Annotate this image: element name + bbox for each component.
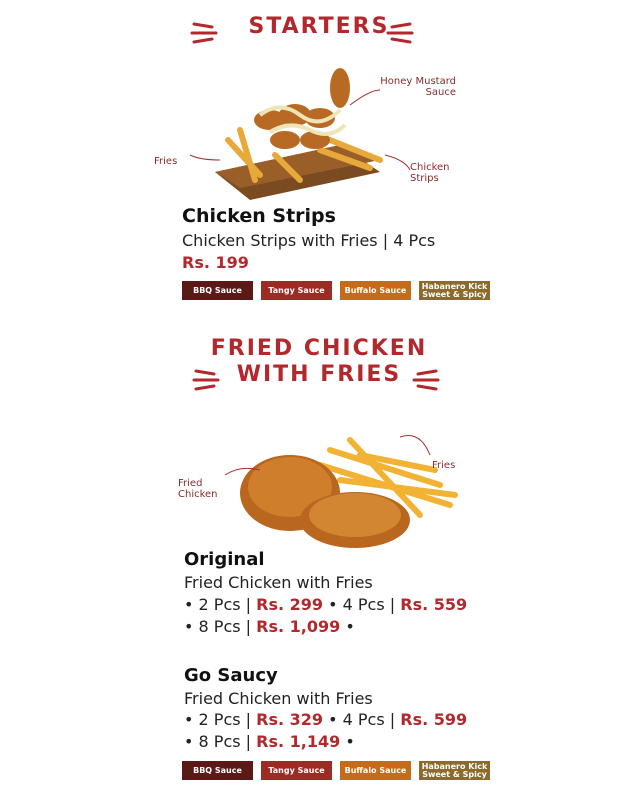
sauce-habanero: Habanero Kick Sweet & Spicy bbox=[419, 761, 490, 780]
price-value: Rs. 559 bbox=[400, 595, 468, 614]
section-heading-fried-chicken-line1: FRIED CHICKEN bbox=[210, 336, 428, 361]
pcs-label: • 2 Pcs | bbox=[184, 595, 257, 614]
sauce-habanero: Habanero Kick Sweet & Spicy bbox=[419, 281, 490, 300]
price-value: Rs. 299 bbox=[256, 595, 324, 614]
item-name-original: Original bbox=[184, 549, 265, 570]
item-desc-original: Fried Chicken with Fries bbox=[184, 573, 373, 592]
price-value: Rs. 329 bbox=[256, 710, 324, 729]
pcs-label: • 4 Pcs | bbox=[323, 710, 401, 729]
sauce-tangy: Tangy Sauce bbox=[261, 281, 332, 300]
pcs-label: • 8 Pcs | bbox=[184, 732, 257, 751]
sauce-tangy: Tangy Sauce bbox=[261, 761, 332, 780]
price-row-original-1 bbox=[184, 595, 467, 614]
callout-fries-2: Fries bbox=[432, 460, 456, 471]
sauce-options-fried bbox=[182, 761, 490, 780]
price-value: Rs. 1,149 bbox=[256, 732, 341, 751]
item-desc-go-saucy: Fried Chicken with Fries bbox=[184, 689, 373, 708]
callout-chicken-strips: Chicken Strips bbox=[410, 162, 450, 184]
callout-fried-chicken: Fried Chicken bbox=[178, 478, 218, 500]
price-row-go-saucy-2 bbox=[184, 732, 355, 751]
heading-dash-right bbox=[384, 18, 414, 48]
sauce-bbq: BBQ Sauce bbox=[182, 281, 253, 300]
sauce-buffalo: Buffalo Sauce bbox=[340, 761, 411, 780]
fried-chicken-image bbox=[220, 425, 470, 550]
item-name-go-saucy: Go Saucy bbox=[184, 665, 278, 686]
sauce-bbq: BBQ Sauce bbox=[182, 761, 253, 780]
bullet: • bbox=[340, 617, 355, 636]
callout-fries: Fries bbox=[154, 156, 178, 167]
callout-honey-mustard: Honey Mustard Sauce bbox=[380, 76, 456, 98]
section-heading-starters: STARTERS bbox=[248, 14, 390, 39]
price-value: Rs. 1,099 bbox=[256, 617, 341, 636]
price-value: Rs. 599 bbox=[400, 710, 468, 729]
heading-dash-right bbox=[410, 365, 440, 395]
item-name-chicken-strips: Chicken Strips bbox=[182, 205, 336, 227]
item-desc-chicken-strips: Chicken Strips with Fries | 4 Pcs bbox=[182, 231, 436, 250]
pcs-label: • 4 Pcs | bbox=[323, 595, 401, 614]
pcs-label: • 8 Pcs | bbox=[184, 617, 257, 636]
sauce-options-starters bbox=[182, 281, 490, 300]
bullet: • bbox=[340, 732, 355, 751]
item-price-chicken-strips: Rs. 199 bbox=[182, 253, 249, 272]
pcs-label: • 2 Pcs | bbox=[184, 710, 257, 729]
sauce-buffalo: Buffalo Sauce bbox=[340, 281, 411, 300]
price-row-original-2 bbox=[184, 617, 355, 636]
section-heading-fried-chicken-line2: WITH FRIES bbox=[236, 362, 402, 387]
price-row-go-saucy-1 bbox=[184, 710, 467, 729]
